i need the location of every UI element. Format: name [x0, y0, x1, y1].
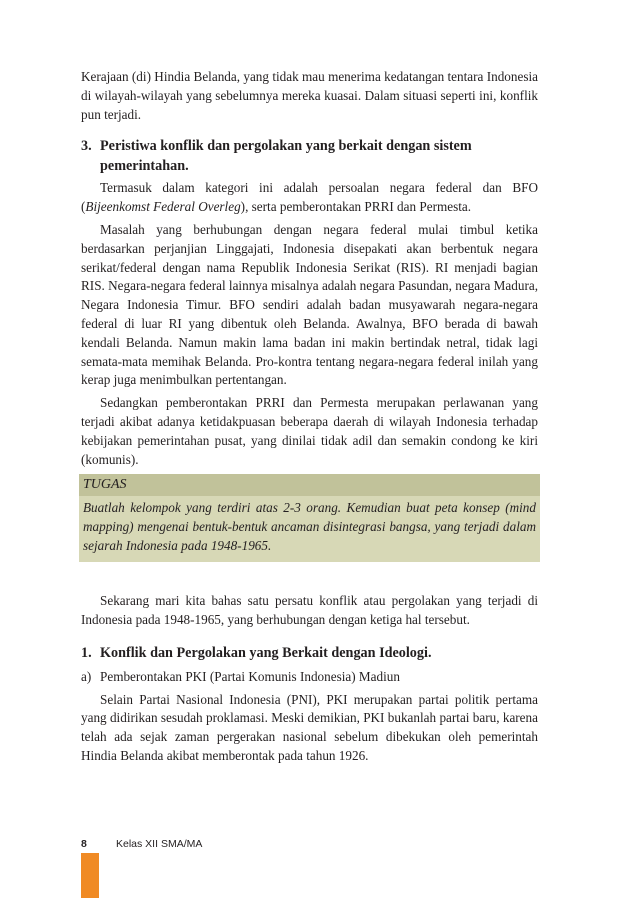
bfo-italic-term: Bijeenkomst Federal Overleg: [85, 199, 241, 215]
subsection-a-letter: a): [81, 668, 92, 684]
bfo-text-before: Termasuk dalam kategori ini adalah persoalan negara federal dan BFO (: [81, 180, 538, 215]
section-1-title: Konflik dan Pergolakan yang Berkait dengan Ideologi.: [100, 645, 432, 662]
page-footer: [81, 838, 202, 850]
section-3-title: Peristiwa konflik dan pergolakan yang berkait dengan sistem pemerintahan.: [100, 138, 472, 174]
section-3-heading: [81, 137, 538, 176]
subsection-a-heading: [81, 668, 538, 687]
page-content: [81, 68, 538, 766]
section-1-heading: [81, 644, 538, 664]
paragraph-pki: Selain Partai Nasional Indonesia (PNI), PKI merupakan partai politik pertama yang didirikan sesudah proklamasi. Meski demikian, PKI bukanlah partai baru, karena telah ada sejak zaman pergerakan nasional sebelum dibekukan oleh pemerintah Hindia Belanda akibat memberontak pada tahun 1926.: [81, 691, 538, 764]
book-title: Kelas XII SMA/MA: [116, 838, 203, 850]
section-3-number: 3.: [81, 138, 92, 155]
paragraph-sekarang: Sekarang mari kita bahas satu persatu konflik atau pergolakan yang terjadi di Indonesia pada 1948-1965, yang berhubungan dengan ketiga hal tersebut.: [81, 592, 538, 627]
tugas-title: TUGAS: [79, 474, 540, 496]
page-number: 8: [81, 838, 87, 850]
tugas-body: Buatlah kelompok yang terdiri atas 2-3 orang. Kemudian buat peta konsep (mind mapping) mengenai bentuk-bentuk ancaman disintegrasi bangsa, yang terjadi dalam sejarah Indonesia pada 1948-1965.: [83, 500, 536, 553]
paragraph-bfo: [81, 179, 538, 217]
orange-page-tab: [81, 853, 99, 898]
tugas-box: [79, 474, 540, 561]
subsection-a-title: Pemberontakan PKI (Partai Komunis Indonesia) Madiun: [100, 668, 400, 684]
paragraph-intro: Kerajaan (di) Hindia Belanda, yang tidak mau menerima kedatangan tentara Indonesia di wilayah-wilayah yang sebelumnya mereka kuasai. Dalam situasi seperti ini, konflik pun terjadi.: [81, 69, 538, 122]
section-1-number: 1.: [81, 645, 92, 662]
paragraph-prri: Sedangkan pemberontakan PRRI dan Permesta merupakan perlawanan yang terjadi akibat adanya ketidakpuasan beberapa daerah di wilayah Indonesia terhadap kebijakan pemerintahan pusat, yang dinilai tidak adil dan semakin condong ke kiri (komunis).: [81, 395, 538, 467]
bfo-text-after: ), serta pemberontakan PRRI dan Permesta.: [240, 199, 472, 215]
paragraph-federal: Masalah yang berhubungan dengan negara federal mulai timbul ketika berdasarkan perjanjian Linggajati, Indonesia disepakati akan berbentuk negara serikat/federal dengan nama Republik Indonesia Serikat (RIS). RI menjadi bagian RIS. Negara-negara federal lainnya misalnya adalah negara Pasundan, negara Madura, Negara Indonesia Timur. BFO sendiri adalah badan musyawarah negara-negara federal di luar RI yang dibentuk oleh Belanda. Awalnya, BFO berada di bawah kendali Belanda. Namun makin lama badan ini makin bertindak netral, tidak lagi semata-mata memihak Belanda. Pro-kontra tentang negara-negara federal inilah yang kerap juga menimbulkan pertentangan.: [81, 221, 538, 388]
